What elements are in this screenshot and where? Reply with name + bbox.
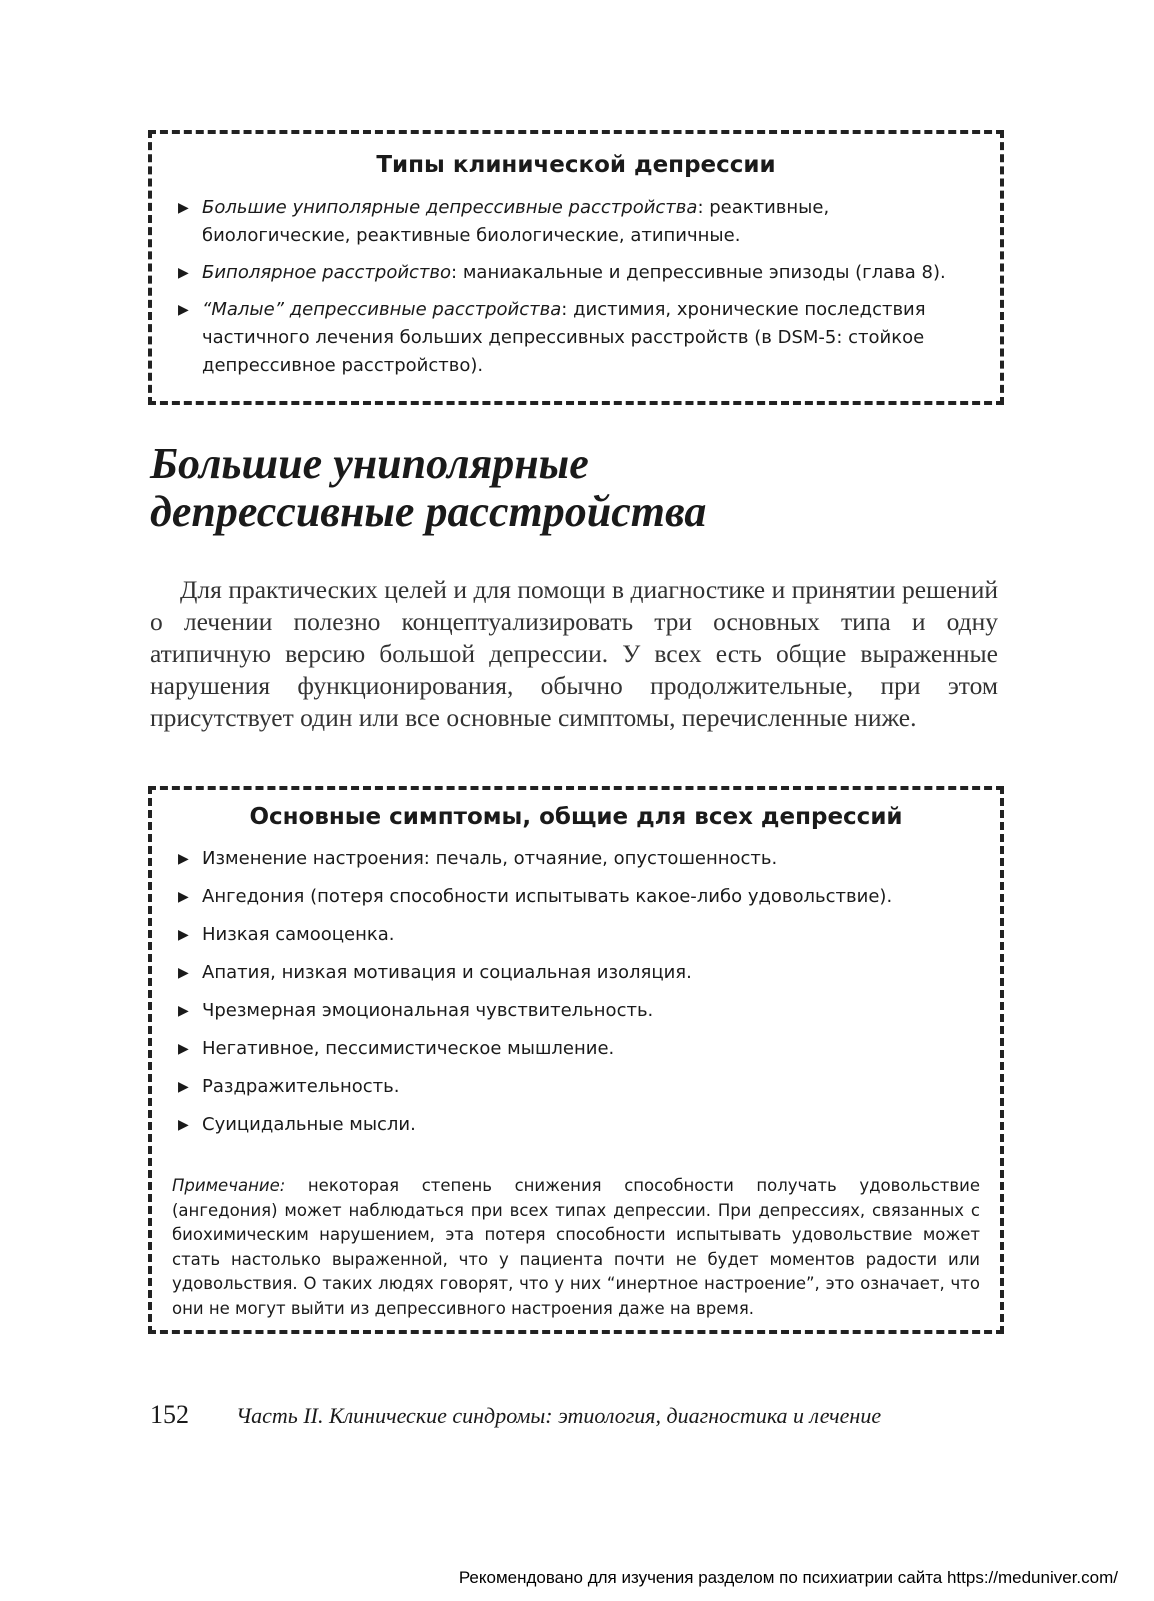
item-text: : маниакальные и депрессивные эпизоды (глава 8). [451,262,946,283]
note-label: Примечание: [172,1176,286,1195]
box-title: Типы клинической депрессии [376,152,776,178]
list-item [178,1074,974,1100]
body-paragraph: Для практических целей и для помощи в диагностике и принятии решений о лечении полезно концептуализировать три основных типа и одну атипичную версию большой депрессии. У всех есть общие выраженные нарушения функционирования, обычно продолжительные, при этом присутствует один или все основные симптомы, перечисленные ниже. [150,574,998,732]
triangle-bullet-icon: ▶ [178,1117,189,1133]
types-list [178,194,974,389]
heading-line: Большие униполярные [150,439,589,488]
core-symptoms-box [148,786,1004,1334]
list-item [178,194,974,250]
website-recommendation: Рекомендовано для изучения разделом по психиатрии сайта https://meduniver.com/ [458,1568,1118,1587]
item-term: “Малые” депрессивные расстройства [202,299,562,320]
list-item [178,846,974,872]
note-text: некоторая степень снижения способности получать удовольствие (ангедония) может наблюдаться при всех типах депрессии. При депрессиях, связанных с биохимическим нарушением, эта потеря способности испытывать удовольствие может стать настолько выраженной, что у пациента почти не будет моментов радости или удовольствия. О таких людях говорят, что у них “инертное настроение”, это означает, что они не могут выйти из депрессивного настроения даже на время. [172,1176,980,1318]
item-text: Низкая самооценка. [202,924,395,945]
list-item [178,884,974,910]
triangle-bullet-icon: ▶ [178,200,189,216]
item-text: Ангедония (потеря способности испытывать какое-либо удовольствие). [202,886,893,907]
list-item [178,1112,974,1138]
triangle-bullet-icon: ▶ [178,1041,189,1057]
list-item [178,922,974,948]
list-item [178,998,974,1024]
item-text: Чрезмерная эмоциональная чувствительность. [202,1000,654,1021]
item-text: Суицидальные мысли. [202,1114,416,1135]
triangle-bullet-icon: ▶ [178,265,189,281]
item-text: Раздражительность. [202,1076,400,1097]
section-heading [150,440,1030,536]
triangle-bullet-icon: ▶ [178,1003,189,1019]
note-paragraph [172,1174,980,1321]
item-text: Апатия, низкая мотивация и социальная изоляция. [202,962,692,983]
item-term: Большие униполярные депрессивные расстройства [202,197,698,218]
page-number: 152 [150,1400,189,1429]
item-text: Негативное, пессимистическое мышление. [202,1038,615,1059]
triangle-bullet-icon: ▶ [178,302,189,318]
symptoms-list [178,846,974,1150]
list-item [178,1036,974,1062]
box-title: Основные симптомы, общие для всех депрессий [249,804,903,830]
item-text: Изменение настроения: печаль, отчаяние, опустошенность. [202,848,778,869]
triangle-bullet-icon: ▶ [178,965,189,981]
triangle-bullet-icon: ▶ [178,851,189,867]
triangle-bullet-icon: ▶ [178,889,189,905]
triangle-bullet-icon: ▶ [178,1079,189,1095]
clinical-depression-types-box [148,130,1004,405]
item-text: : реактивные, биологические, реактивные биологические, атипичные. [202,197,830,246]
item-text: : дистимия, хронические последствия частичного лечения больших депрессивных расстройств (в DSM-5: стойкое депрессивное расстройство). [202,299,926,376]
triangle-bullet-icon: ▶ [178,927,189,943]
running-head: Часть II. Клинические синдромы: этиология, диагностика и лечение [236,1403,882,1428]
item-term: Биполярное расстройство [202,262,452,283]
list-item [178,259,974,287]
page-footer [150,1400,1010,1430]
heading-line: депрессивные расстройства [150,487,707,536]
list-item [178,960,974,986]
list-item [178,296,974,380]
